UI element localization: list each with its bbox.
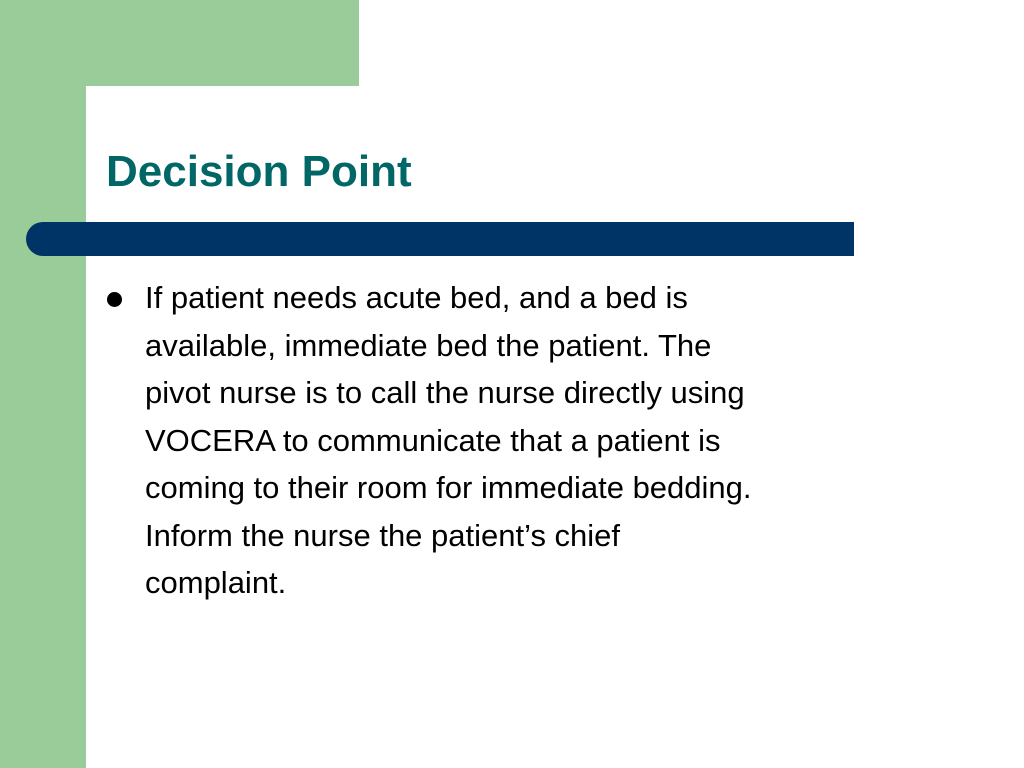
bullet-line-6: Inform the nurse the patient’s chief — [145, 517, 621, 553]
decorative-green-block — [0, 0, 359, 86]
bullet-line-7: complaint. — [145, 565, 287, 600]
decorative-green-strip — [0, 0, 86, 768]
bullet-line-4: VOCERA to communicate that a patient is — [145, 422, 721, 458]
bullet-line-3: pivot nurse is to call the nurse directly using — [145, 375, 745, 410]
bullet-line-5: coming to their room for immediate bedding. — [145, 470, 752, 505]
bullet-line-1: If patient needs acute bed, and a bed is — [145, 280, 688, 315]
bullet-icon — [107, 292, 122, 307]
bullet-line-2: available, immediate bed the patient. The — [145, 327, 712, 363]
slide-title: Decision Point — [106, 147, 412, 196]
title-underline-bar — [26, 222, 854, 256]
bullet-text — [145, 274, 945, 607]
